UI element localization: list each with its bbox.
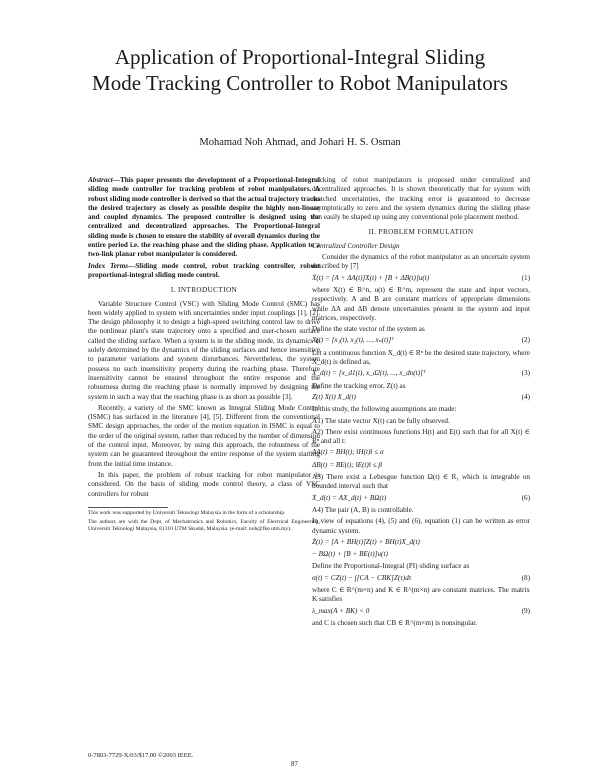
intro-paragraph-1: Variable Structure Control (VSC) with Sliding Mode Control (SMC) has been widely applied to system with uncertainties under input couplings [1], [2]. The design philosophy it to design a high-speed switching control law to drive the nonlinear plant's state trajectory onto a specified and user-chosen surface called the sliding surface. When a system is in the sliding mode, its dynamics is solely determined by the dynamics of the sliding surfaces and hence insensitive to parameter variations and system disturbances. Nevertheless, the system possess no such insensitivity property during the reaching phase. Therefore insensitivity cannot be ensured throughout the entire response and the robustness during the reaching phase is normally improved by designing the system in such a way that the reaching phase is as short as possible [3]. [88, 299, 320, 401]
equation-6 [312, 494, 530, 503]
equation-9-number: (9) [521, 606, 530, 615]
equation-2-body: X(t) = [x₁(t), x₂(t), ..., xₙ(t)]ᵀ [312, 336, 394, 345]
assumption-1: A1) The state vector X(t) can be fully observed. [312, 416, 450, 425]
equation-4 [312, 393, 530, 402]
continued-paragraph: tracking of robot manipulators is proposed under centralized and decentralized approaches. It is shown theoretically that for system with matched uncertainties, the tracking error is guaranteed to decrease asymptotically to zero and the system dynamics during the sliding phase can easily be shaped up using any conventional pole placement method. [312, 176, 530, 222]
abstract-label: Abstract— [88, 176, 120, 184]
assumption-2-equation-1: ΔA(t) = BH(t); ‖H(t)‖ ≤ α [312, 448, 384, 457]
paper-authors: Mohamad Noh Ahmad, and Johari H. S. Osman [199, 137, 401, 148]
equation-6-body: Ẋ_d(t) = AX_d(t) + BΩ(t) [312, 493, 387, 502]
footnote-2: The authors are with the Dept. of Mechatronics and Robotics, Faculty of Electrical Engineering, Universiti Teknologi Malaysia, 81310 UTM Skudai, Malaysia. (e-mail: noh@fke.utm.my). [88, 518, 320, 532]
equation-3 [312, 369, 530, 378]
equation-4-number: (4) [521, 392, 530, 401]
assumption-2-equation-2: ΔB(t) = BE(t); ‖E(t)‖ ≤ β [312, 460, 382, 469]
equation-3-number: (3) [521, 369, 530, 378]
index-terms-text: Sliding mode control, robot tracking controller, robust proportional-integral sliding mode control. [88, 261, 320, 279]
assumption-2: A2) There exist continuous functions H(t) and E(t) such that for all X(t) ∈ Rⁿ and all t: [312, 427, 530, 446]
paragraph-8: Define the Proportional-Integral (PI) sliding surface as [312, 562, 470, 571]
equation-8 [312, 574, 530, 583]
equation-1 [312, 274, 530, 283]
subsection-heading: Centralized Controller Design [312, 241, 400, 250]
equation-4-body: Z(t) X(t) X_d(t) [312, 392, 356, 401]
paragraph-4: Let a continuous function X_d(t) ∈ Rⁿ be the desired state trajectory, where X_d(t) is defined as, [312, 348, 530, 367]
index-terms-label: Index Terms— [88, 261, 136, 270]
equation-1-body: Ẋ(t) = [A + ΔA(t)]X(t) + [B + ΔB(t)]u(t) [312, 273, 430, 282]
isbn-line: 0-7803-7729-X/03/$17.00 ©2003 IEEE. [88, 752, 194, 759]
section-heading-problem: II. PROBLEM FORMULATION [368, 228, 474, 237]
footnote-1: This work was supported by Universiti Teknologi Malaysia in the form of a scholarship. [88, 509, 286, 516]
equation-7-line-1: Ż(t) = [A + BH(t)]Z(t) + BH(t)X_d(t) [312, 537, 420, 546]
paragraph-3: Define the state vector of the system as [312, 325, 425, 334]
paragraph-5: Define the tracking error, Z(t) as [312, 381, 406, 390]
assumption-4: A4) The pair (A, B) is controllable. [312, 505, 414, 514]
paragraph-1: Consider the dynamics of the robot manipulator as an uncertain system described by [7] [312, 253, 530, 271]
index-terms [88, 262, 320, 281]
equation-9-body: λ_max(A + BK) < 0 [312, 606, 370, 615]
abstract-text: This paper presents the development of a Proportional-Integral sliding mode controller for tracking problem of robot manipulators. A robust sliding mode controller is derived so that the actual trajectory tracks the desired trajectory as closely as possible despite the highly non-linear and coupled dynamics. The proposed controller is designed using the centralized and decentralized approaches. The Proportional-Integral sliding mode is chosen to ensure the stability of overall dynamics during the entire period i.e. the reaching phase and the sliding phase. Application to a two-link planar robot manipulator is considered. [88, 176, 320, 259]
equation-2 [312, 336, 530, 345]
page-number: 87 [291, 760, 298, 768]
equation-7-line-2: − BΩ(t) + [B + BE(t)]u(t) [312, 550, 388, 559]
equation-8-body: σ(t) = CZ(t) − ∫[CA − CBK]Z(τ)dτ [312, 573, 412, 582]
paragraph-7: In view of equations (4), (5) and (6), equation (1) can be written as error dynamic system. [312, 517, 530, 535]
equation-1-number: (1) [521, 273, 530, 282]
assumption-3: A3) There exist a Lebesgue function Ω(t) ∈ R₁ which is integrable on bounded interval such that [312, 473, 530, 491]
right-column [312, 176, 530, 630]
abstract [88, 176, 320, 260]
left-column [88, 176, 320, 535]
intro-paragraph-3: In this paper, the problem of robust tracking for robot manipulator is considered. On the basis of sliding mode control theory, a class of VSC controllers for robust [88, 470, 320, 498]
equation-3-body: X_d(t) = [x_d1(t), x_d2(t), ..., x_dn(t)]ᵀ [312, 369, 426, 378]
paragraph-6: In this study, the following assumptions are made: [312, 405, 457, 414]
equation-6-number: (6) [521, 493, 530, 502]
equation-2-number: (2) [521, 336, 530, 345]
paragraph-10: and C is chosen such that CB ∈ R^(m×m) is nonsingular. [312, 618, 478, 627]
paragraph-2: where X(t) ∈ R^n, u(t) ∈ R^m, represent the state and input vectors, respectively. A and B are constant matrices of appropriate dimensions while ΔA and ΔB denote uncertainties present in the system and input matrices, respectively. [312, 285, 530, 322]
equation-9 [312, 607, 530, 616]
paragraph-9: where C ∈ R^(m×n) and K ∈ R^(m×n) are constant matrices. The matrix K satisfies [312, 585, 530, 604]
section-heading-introduction: I. INTRODUCTION [170, 286, 238, 295]
intro-paragraph-2: Recently, a variety of the SMC known as Integral Sliding Mode Control (ISMC) has surfaced in the literature [4], [5]. Different from the conventional SMC design approaches, the order of the motion equation in ISMC is equal to the order of the original system, rather than reduced by the number of dimension of the control input. Moreover, by using this approach, the robustness of the system can be guaranteed throughout the entire response of the system starting from the initial time instance. [88, 403, 320, 468]
paper-title: Application of Proportional-Integral Sliding Mode Tracking Controller to Robot Manipulators [92, 45, 508, 95]
equation-8-number: (8) [521, 573, 530, 582]
